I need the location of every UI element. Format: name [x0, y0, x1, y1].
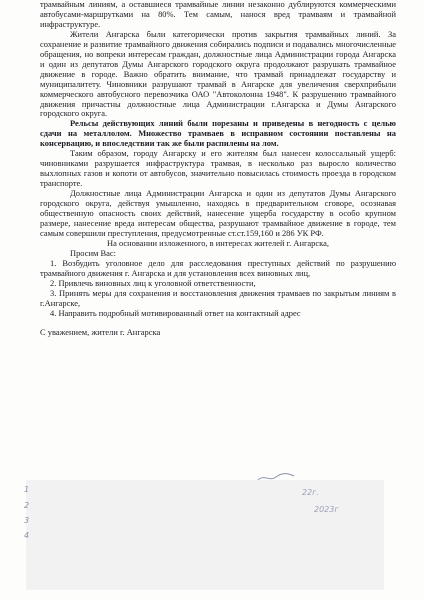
handwritten-date-fragment: 22г. — [302, 488, 319, 497]
handwritten-number-2: 2 — [24, 501, 30, 510]
signature-scribble-icon — [256, 470, 296, 484]
paragraph-1: трамвайным линиям, а оставшиеся трамвайные линии незаконно дублируются коммерческими автобусами-маршрутками на 80%. Тем самым, нанося вред трамваям и трамвайной инфраструктуре. — [40, 0, 396, 29]
handwritten-number-1: 1 — [24, 485, 30, 494]
request-item-2: 2. Привлечь виновных лиц к уголовной ответственности, — [50, 277, 256, 288]
paragraph-5: Должностные лица Администрации Ангарска и один из депутатов Думы Ангарского городского округа, действуя умышленно, находясь в предварительном сговоре, осознавая общественную опасность своих действий, нанесение ущерба государству в особо крупном размере, нанесение вреда интересам общества, разрушают трамвайное движение в городе, тем самым совершили преступления, предусмотренные ст.ст.159,160 и 286 УК РФ. — [40, 188, 396, 238]
redacted-signature-block — [26, 480, 384, 590]
request-item-4: 4. Направить подробный мотивированный ответ на контактный адрес — [50, 307, 301, 318]
request-item-1: 1. Возбудить уголовное дело для расследования преступных действий по разрушению трамвайного движения г. Ангарска и для установления всех виновных лиц, — [40, 257, 396, 278]
handwritten-number-4: 4 — [24, 531, 30, 540]
request-heading: Просим Вас: — [70, 247, 116, 258]
paragraph-2: Жители Ангарска были категорически против закрытия трамвайных линий. За сохранение и развитие трамвайного движения собирались подписи и подавались многочисленные обращения, но вопреки интересам граждан, должностные лица Администрации города Ангарска и один из депутатов Думы Ангарского городского округа продолжают разрушать трамвайное движение в городе. Важно обратить внимание, что трамвай принадлежат государству и муниципалитету. Чиновники разрушают трамвай в Ангарске для увеличения сверхприбыли коммерческого автобусного перевозчика ОАО "Автоколонна 1948". К разрушению трамвайного движения причастны должностные лица Администрации г.Ангарска и Думы Ангарского городского округа. — [40, 28, 396, 119]
handwritten-number-3: 3 — [24, 516, 30, 525]
letter-body — [40, 0, 396, 337]
handwritten-year: 2023г — [314, 505, 339, 514]
signature-line: С уважением, жители г. Ангарска — [40, 326, 161, 337]
paragraph-6: На основании изложенного, в интересах жителей г. Ангарска, — [107, 237, 329, 248]
request-list — [40, 259, 396, 319]
paragraph-3-bold: Рельсы действующих линий были порезаны и приведены в негодность с целью сдачи на металлолом. Множество трамваев в исправном состоянии поставлены на консервацию, и впоследствии так же были распилены на лом. — [40, 118, 396, 149]
paragraph-4: Таким образом, городу Ангарску и его жителям был нанесен колоссальный ущерб: чиновниками разрушается инфраструктура трамвая, в несколько раз выросло количество выхлопных газов и копоти от автобусов, значительно повысилась стоимость проезда в городском транспорте. — [40, 148, 396, 189]
request-item-3: 3. Принять меры для сохранения и восстановления движения трамваев по закрытым линиям в г.Ангарске, — [40, 287, 396, 308]
